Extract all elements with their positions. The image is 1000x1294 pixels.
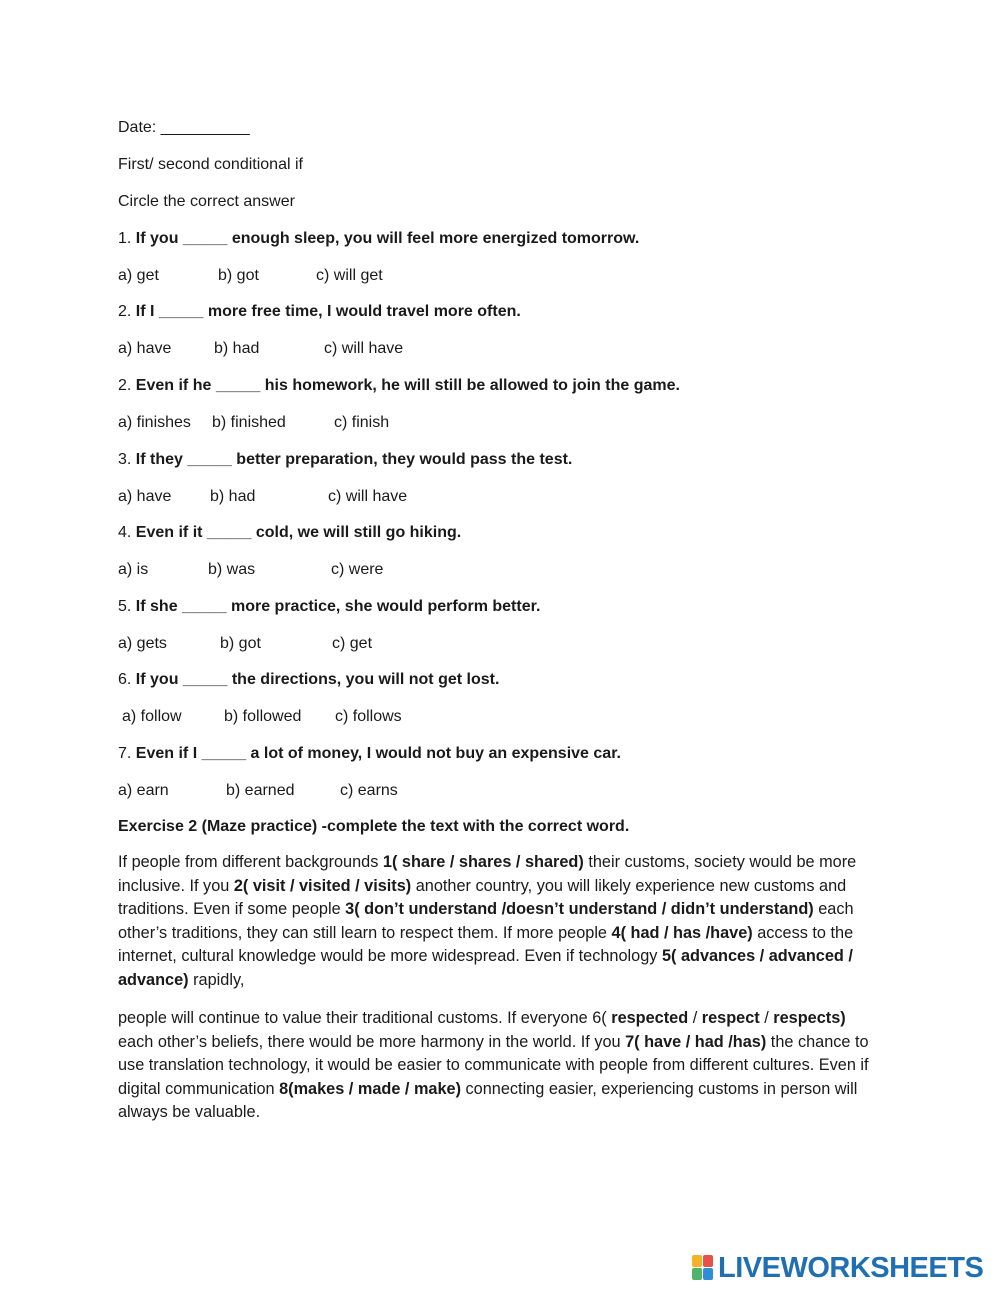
question-1 bbox=[118, 229, 639, 249]
exercise2-paragraph-1 bbox=[118, 851, 878, 993]
paragraph-text: each other’s traditions, they can still learn to respect them. If more people bbox=[118, 900, 854, 942]
answer-option[interactable]: a) gets bbox=[118, 635, 167, 652]
paragraph-text: connecting easier, experiencing customs in person will always be valuable. bbox=[118, 1079, 858, 1122]
answer-option[interactable]: b) got bbox=[220, 635, 261, 652]
answer-option[interactable]: c) will get bbox=[316, 267, 383, 284]
question-number: 2. bbox=[118, 377, 132, 394]
question-text: Even if it _____ cold, we will still go hiking. bbox=[135, 524, 462, 541]
paragraph-text: each other’s beliefs, there would be more harmony in the world. If you bbox=[118, 1032, 626, 1051]
question-5 bbox=[118, 523, 461, 543]
answer-option[interactable]: b) finished bbox=[212, 414, 286, 431]
answer-option[interactable]: b) earned bbox=[226, 782, 295, 799]
paragraph-text: If people from different backgrounds bbox=[118, 853, 383, 871]
question-number: 6. bbox=[118, 671, 132, 688]
question-text: If she _____ more practice, she would perform better. bbox=[135, 598, 541, 615]
answer-option[interactable]: a) have bbox=[118, 340, 172, 357]
choice-group[interactable]: 7( have / had /has) bbox=[625, 1032, 767, 1051]
worksheet-title: First/ second conditional if bbox=[118, 156, 303, 173]
answer-option[interactable]: b) got bbox=[218, 267, 259, 284]
answer-option[interactable]: a) is bbox=[118, 561, 149, 578]
answer-option[interactable]: a) finishes bbox=[118, 414, 191, 431]
question-text: If you _____ enough sleep, you will feel more energized tomorrow. bbox=[135, 230, 640, 247]
question-6 bbox=[118, 597, 540, 617]
answer-option[interactable]: a) have bbox=[118, 488, 172, 505]
question-4 bbox=[118, 450, 572, 470]
answer-option[interactable]: c) finish bbox=[334, 414, 390, 431]
answer-option[interactable]: b) had bbox=[214, 340, 260, 357]
answer-option[interactable]: a) earn bbox=[118, 782, 169, 799]
question-number: 7. bbox=[118, 745, 132, 762]
question-text: If I _____ more free time, I would travel more often. bbox=[135, 303, 521, 320]
question-number: 3. bbox=[118, 451, 132, 468]
answer-option[interactable]: c) follows bbox=[335, 708, 402, 725]
paragraph-text: / bbox=[759, 1009, 774, 1027]
question-number: 4. bbox=[118, 524, 132, 541]
paragraph-text: their customs, society would be more inclusive. If you bbox=[118, 853, 857, 895]
question-text: If you _____ the directions, you will not get lost. bbox=[135, 671, 500, 688]
choice-group[interactable]: 4( had / has /have) bbox=[611, 923, 753, 942]
question-8 bbox=[118, 744, 621, 764]
choice-group[interactable]: 2( visit / visited / visits) bbox=[233, 876, 412, 895]
paragraph-text: people will continue to value their traditional customs. If everyone 6( bbox=[118, 1009, 612, 1027]
choice-group[interactable]: 3( don’t understand /doesn’t understand / didn’t understand) bbox=[345, 900, 814, 919]
choice-group[interactable]: 1( share / shares / shared) bbox=[382, 853, 584, 871]
choice-group[interactable]: 8(makes / made / make) bbox=[279, 1079, 462, 1098]
question-text: Even if I _____ a lot of money, I would not buy an expensive car. bbox=[135, 745, 621, 762]
paragraph-text: rapidly, bbox=[188, 970, 245, 989]
answer-option[interactable]: b) followed bbox=[224, 708, 302, 725]
question-3 bbox=[118, 376, 680, 396]
question-text: If they _____ better preparation, they would pass the test. bbox=[135, 451, 573, 468]
question-text: Even if he _____ his homework, he will still be allowed to join the game. bbox=[135, 377, 680, 394]
choice-group[interactable]: respects) bbox=[773, 1009, 846, 1027]
question-2 bbox=[118, 302, 521, 322]
answer-option[interactable]: b) had bbox=[210, 488, 256, 505]
question-number: 5. bbox=[118, 598, 132, 615]
liveworksheets-logo-icon bbox=[692, 1255, 714, 1281]
paragraph-text: / bbox=[688, 1009, 702, 1027]
answer-option[interactable]: a) get bbox=[118, 267, 159, 284]
paragraph-text: the chance to use translation technology, it would be easier to communicate with people from different cultures. Even if digital communication bbox=[118, 1032, 869, 1098]
date-label: Date: __________ bbox=[118, 119, 250, 136]
paragraph-text: another country, you will likely experience new customs and traditions. Even if some people bbox=[118, 876, 847, 919]
answer-option[interactable]: a) follow bbox=[122, 708, 182, 725]
question-7 bbox=[118, 670, 499, 690]
choice-group[interactable]: respect bbox=[701, 1009, 760, 1027]
liveworksheets-logo bbox=[692, 1253, 983, 1283]
liveworksheets-logo-text: LIVEWORKSHEETS bbox=[718, 1251, 984, 1284]
question-number: 2. bbox=[118, 303, 132, 320]
instruction: Circle the correct answer bbox=[118, 193, 295, 210]
answer-option[interactable]: c) will have bbox=[324, 340, 404, 357]
answer-option[interactable]: c) earns bbox=[340, 782, 398, 799]
question-number: 1. bbox=[118, 230, 132, 247]
answer-option[interactable]: c) get bbox=[332, 635, 373, 652]
answer-option[interactable]: b) was bbox=[208, 561, 256, 578]
answer-option[interactable]: c) were bbox=[331, 561, 384, 578]
paragraph-text: access to the internet, cultural knowledge would be more widespread. Even if technology bbox=[118, 923, 854, 966]
choice-group[interactable]: 5( advances / advanced / advance) bbox=[118, 947, 853, 989]
choice-group[interactable]: respected bbox=[611, 1009, 689, 1027]
exercise2-title: Exercise 2 (Maze practice) -complete the text with the correct word. bbox=[118, 818, 630, 835]
answer-option[interactable]: c) will have bbox=[328, 488, 408, 505]
exercise2-paragraph-2 bbox=[118, 1007, 878, 1125]
